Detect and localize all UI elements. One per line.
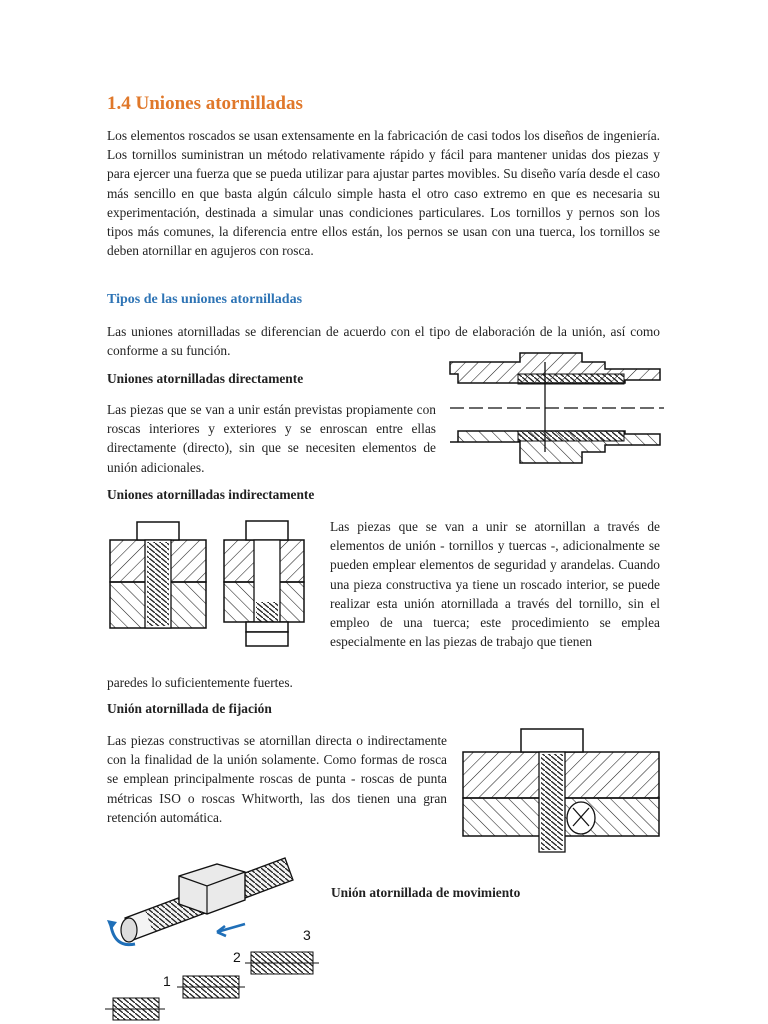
fixing-heading: Unión atornillada de fijación <box>107 701 272 716</box>
fixing-text: Las piezas constructivas se atornillan directa o indirectamente con la finalidad de la unión solamente. Como formas de rosca se emplean principalmente roscas de punta - roscas de punta métricas ISO o roscas Whitworth, las dos tienen una gran retención automática. <box>107 733 447 825</box>
thread-profile-2 <box>177 976 245 998</box>
direction-arrow-icon <box>217 924 245 936</box>
fixing-joint-figure <box>461 726 661 856</box>
movement-heading: Unión atornillada de movimiento <box>331 885 521 900</box>
direct-joint-figure <box>450 352 664 464</box>
bolt-with-nut <box>224 521 304 646</box>
indirect-heading: Uniones atornilladas indirectamente <box>107 487 315 502</box>
intro-paragraph: Los elementos roscados se usan extensamente en la fabricación de casi todos los diseños de ingeniería. Los tornillos suministran un método relativamente rápido y fácil para mantener unidas dos piezas y para ejercer una fuerza que se pueda utilizar para ajustar partes movibles. Su diseño varía desde el caso más sencillo en que basta algún cálculo simple hasta el otro caso extremo en que es necesaria su experimentación, destinada a simular unas condiciones particulares. Los tornillos y pernos son los tipos más comunes, la diferencia entre ellos están, los pernos se usan con una tuerca, los tornillos se deben atornillar en agujeros con rosca. <box>107 128 660 259</box>
indirect-text: Las piezas que se van a unir se atornillan a través de elementos de unión - tornillos y tuercas -, adicionalmente se pueden emplear elementos de seguridad y arandelas. Cuando una pieza constructiva ya tiene un roscado interior, se puede realizar esta unión atornillada a través del tornillo, sin el empleo de una tuerca; este procedimiento se emplea especialmente en las piezas de trabajo que tienen <box>330 519 660 650</box>
types-intro: Las uniones atornilladas se diferencian de acuerdo con el tipo de elaboración de la unión, así como conforme a su función. <box>107 324 660 359</box>
thread-label-1: 1 <box>163 973 171 989</box>
thread-label-3: 3 <box>303 927 311 943</box>
indirect-joint-figure <box>107 518 307 653</box>
indirect-text-tail: paredes lo suficientemente fuertes. <box>107 675 293 690</box>
rotation-arrow-head-icon <box>107 920 117 930</box>
thread-profile-3 <box>245 952 319 974</box>
bolt-through-plates <box>110 522 206 628</box>
thread-profile-1 <box>105 998 165 1020</box>
lead-screw <box>121 858 293 942</box>
movement-joint-figure <box>105 858 335 1023</box>
direct-text: Las piezas que se van a unir están previstas propiamente con roscas interiores y exteriores y se enroscan entre ellas directamente (directo), sin que se necesiten elementos de unión adicionales. <box>107 402 436 475</box>
direct-heading: Uniones atornilladas directamente <box>107 371 304 386</box>
section-title: 1.4 Uniones atornilladas <box>107 93 303 114</box>
thread-label-2: 2 <box>233 949 241 965</box>
types-heading: Tipos de las uniones atornilladas <box>107 292 303 307</box>
